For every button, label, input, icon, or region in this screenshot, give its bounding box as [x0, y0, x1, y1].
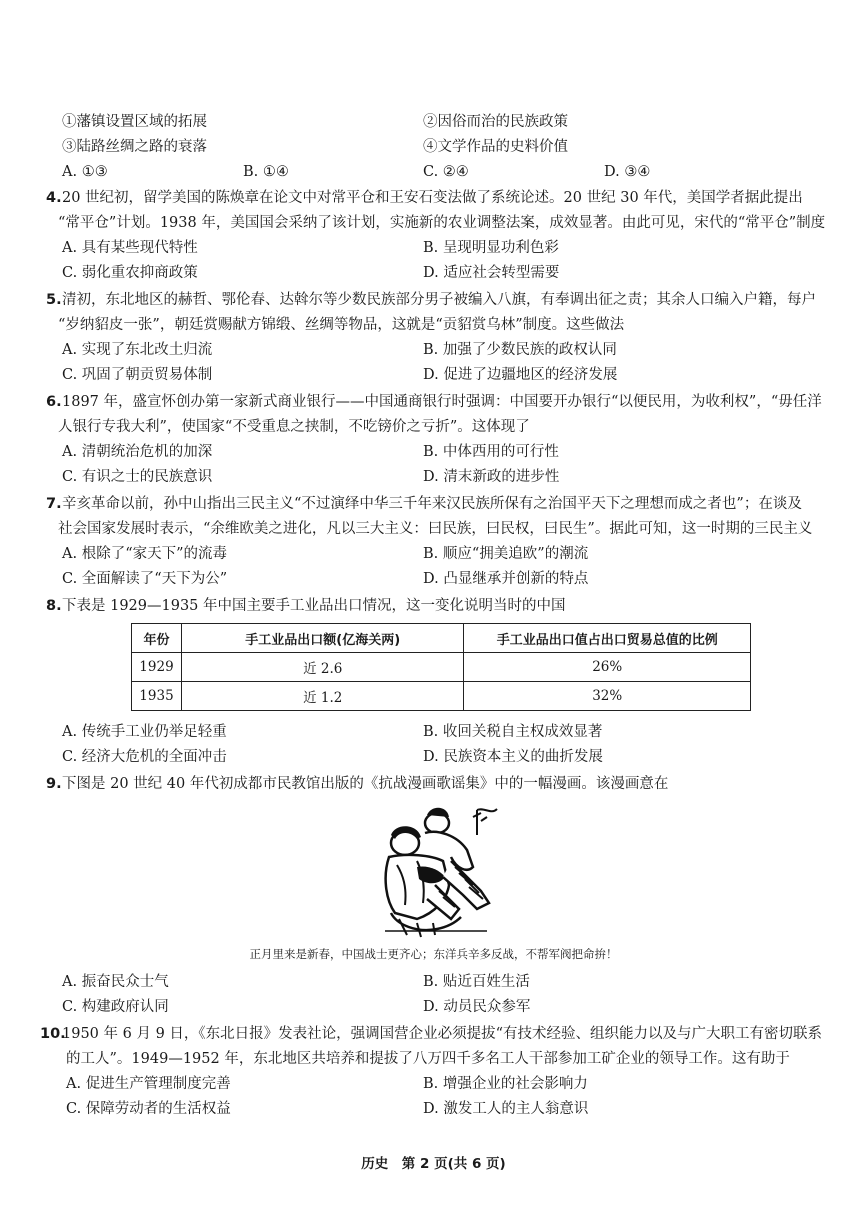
q5-number: 5. [46, 292, 62, 308]
q6-stem-line1: 1897 年，盛宣怀创办第一家新式商业银行——中国通商银行时强调：中国要开办银行“以便民用，为收利权”，“毋任洋 [62, 394, 822, 410]
table-header-cell: 年份 [132, 624, 182, 653]
q3-option-4: ④文学作品的史料价值 [423, 139, 568, 155]
q5-choice-b: B. 加强了少数民族的政权认同 [423, 342, 617, 358]
q7-choice-c: C. 全面解读了“天下为公” [62, 571, 228, 587]
q9-choice-c: C. 构建政府认同 [62, 999, 169, 1015]
q4-choice-c: C. 弱化重农抑商政策 [62, 265, 198, 281]
q5-stem-line1: 清初，东北地区的赫哲、鄂伦春、达斡尔等少数民族部分男子被编入八旗，有奉调出征之责；其余人口编入户籍，每户 [62, 292, 816, 308]
table-row [132, 653, 751, 682]
q10-choice-d: D. 激发工人的主人翁意识 [423, 1101, 589, 1117]
q10-number: 10. [40, 1026, 66, 1042]
q3-choice-d: D. ③④ [604, 164, 651, 180]
q5-choice-c: C. 巩固了朝贡贸易体制 [62, 367, 213, 383]
q10-stem-line2: 的工人”。1949—1952 年，东北地区共培养和提拔了八万四千多名工人干部参加工矿企业的领导工作。这有助于 [66, 1051, 790, 1067]
page-footer: 历史 第 2 页(共 6 页) [361, 1156, 506, 1172]
q8-number: 8. [46, 598, 62, 614]
q9-choice-a: A. 振奋民众士气 [62, 974, 169, 990]
export-table [131, 623, 751, 711]
q3-choice-c: C. ②④ [423, 164, 469, 180]
q4-choice-b: B. 呈现明显功利色彩 [423, 240, 559, 256]
q9-choice-b: B. 贴近百姓生活 [423, 974, 530, 990]
q3-choice-b: B. ①④ [243, 164, 289, 180]
table-cell: 近 2.6 [181, 653, 464, 682]
q6-choice-c: C. 有识之士的民族意识 [62, 469, 213, 485]
q6-stem-line2: 人银行专我大利”，使国家“不受重息之挟制，不吃镑价之亏折”。这体现了 [58, 419, 530, 435]
q8-choice-c: C. 经济大危机的全面冲击 [62, 749, 227, 765]
q7-choice-d: D. 凸显继承并创新的特点 [423, 571, 589, 587]
q5-choice-d: D. 促进了边疆地区的经济发展 [423, 367, 618, 383]
q3-option-1: ①藩镇设置区域的拓展 [62, 114, 207, 130]
q8-choice-b: B. 收回关税自主权成效显著 [423, 724, 603, 740]
q6-number: 6. [46, 394, 62, 410]
table-header-cell: 手工业品出口值占出口贸易总值的比例 [464, 624, 751, 653]
q9-choice-d: D. 动员民众参军 [423, 999, 531, 1015]
q8-stem-line1: 下表是 1929—1935 年中国主要手工业品出口情况，这一变化说明当时的中国 [62, 598, 566, 614]
table-cell: 1929 [132, 653, 182, 682]
q8-choice-a: A. 传统手工业仍举足轻重 [62, 724, 227, 740]
q10-choice-b: B. 增强企业的社会影响力 [423, 1076, 588, 1092]
q7-choice-a: A. 根除了“家天下”的流毒 [62, 546, 228, 562]
q6-choice-d: D. 清末新政的进步性 [423, 469, 560, 485]
q4-stem-line1: 20 世纪初，留学美国的陈焕章在论文中对常平仓和王安石变法做了系统论述。20 世纪 30 年代，美国学者据此提出 [62, 190, 803, 206]
table-row [132, 682, 751, 711]
q3-option-3: ③陆路丝绸之路的衰落 [62, 139, 207, 155]
q7-stem-line2: 社会国家发展时表示，“余维欧美之进化，凡以三大主义：曰民族，曰民权，曰民生”。据此可知，这一时期的三民主义 [58, 521, 813, 537]
q7-number: 7. [46, 496, 62, 512]
table-header-cell: 手工业品出口额(亿海关两) [181, 624, 464, 653]
q9-stem-line1: 下图是 20 世纪 40 年代初成都市民教馆出版的《抗战漫画歌谣集》中的一幅漫画。该漫画意在 [62, 776, 669, 792]
table-cell: 1935 [132, 682, 182, 711]
table-cell: 32% [464, 682, 751, 711]
q10-choice-c: C. 保障劳动者的生活权益 [66, 1101, 231, 1117]
cartoon-caption: 正月里来是新春，中国战士更齐心；东洋兵辛多反战，不帮军阀把命拚！ [249, 947, 618, 961]
q6-choice-b: B. 中体西用的可行性 [423, 444, 559, 460]
q4-choice-a: A. 具有某些现代特性 [62, 240, 198, 256]
q7-stem-line1: 辛亥革命以前，孙中山指出三民主义“不过演绎中华三千年来汉民族所保有之治国平天下之理想而成之者也”；在谈及 [62, 496, 802, 512]
q8-choice-d: D. 民族资本主义的曲折发展 [423, 749, 603, 765]
table-header-row [132, 624, 751, 653]
q4-choice-d: D. 适应社会转型需要 [423, 265, 560, 281]
cartoon-illustration [377, 795, 502, 940]
q9-number: 9. [46, 776, 62, 792]
q3-choice-a: A. ①③ [62, 164, 108, 180]
q5-stem-line2: “岁纳貂皮一张”，朝廷赏赐献方锦缎、丝绸等物品，这就是“贡貂赏乌林”制度。这些做法 [58, 317, 625, 333]
q10-choice-a: A. 促进生产管理制度完善 [66, 1076, 231, 1092]
table-cell: 26% [464, 653, 751, 682]
q7-choice-b: B. 顺应“拥美追欧”的潮流 [423, 546, 589, 562]
q6-choice-a: A. 清朝统治危机的加深 [62, 444, 213, 460]
q3-option-2: ②因俗而治的民族政策 [423, 114, 568, 130]
q10-stem-line1: 1950 年 6 月 9 日，《东北日报》发表社论，强调国营企业必须提拔“有技术经验、组织能力以及与广大职工有密切联系 [62, 1026, 823, 1042]
table-cell: 近 1.2 [181, 682, 464, 711]
q5-choice-a: A. 实现了东北改土归流 [62, 342, 213, 358]
q4-stem-line2: “常平仓”计划。1938 年，美国国会采纳了该计划，实施新的农业调整法案，成效显著。由此可见，宋代的“常平仓”制度 [58, 215, 826, 231]
q4-number: 4. [46, 190, 62, 206]
